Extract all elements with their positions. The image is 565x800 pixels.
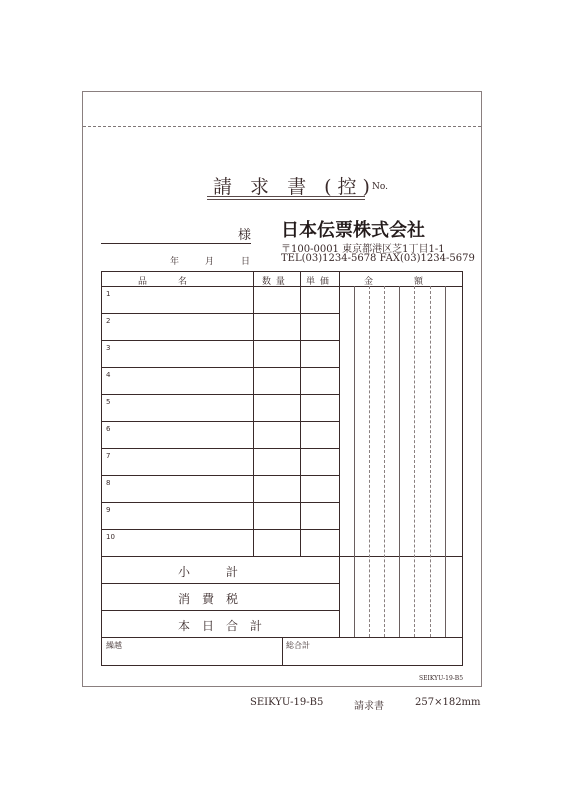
row-rule: [102, 313, 339, 314]
company-address: 〒100-0001 東京都港区芝1丁目1-1: [281, 244, 445, 255]
amount-digit-divider: [445, 286, 446, 637]
form-title: 請 求 書 (控): [213, 176, 376, 198]
row-rule: [102, 475, 339, 476]
row-number: 2: [106, 317, 111, 325]
amount-digit-divider: [399, 286, 400, 637]
date-day-label: 日: [241, 257, 251, 267]
row-rule: [102, 394, 339, 395]
row-number: 3: [106, 344, 111, 352]
recipient-suffix: 様: [238, 228, 252, 243]
invoice-table: [101, 271, 463, 666]
amount-digit-divider: [354, 286, 355, 637]
title-underline: [207, 196, 365, 197]
amount-digit-dash: [384, 286, 385, 637]
footer-divider: [282, 637, 283, 665]
number-label: No.: [372, 182, 388, 192]
invoice-form-sheet: [82, 91, 482, 687]
row-rule: [102, 367, 339, 368]
subtotal-label: 小 計: [178, 565, 239, 579]
date-month-label: 月: [205, 257, 215, 267]
column-divider: [339, 272, 340, 637]
row-rule: [102, 340, 339, 341]
row-number: 10: [106, 533, 115, 541]
row-number: 7: [106, 452, 111, 460]
date-year-label: 年: [170, 257, 180, 267]
perforation-line: [83, 126, 481, 127]
amount-digit-dash: [430, 286, 431, 637]
row-rule: [102, 448, 339, 449]
company-tel-fax: TEL(03)1234-5678 FAX(03)1234-5679: [281, 253, 475, 264]
row-number: 5: [106, 398, 111, 406]
row-rule: [102, 421, 339, 422]
row-number: 1: [106, 290, 111, 298]
row-number: 9: [106, 506, 111, 514]
amount-digit-dash: [414, 286, 415, 637]
header-unit-price: 単 価: [306, 277, 330, 287]
header-quantity: 数 量: [262, 277, 286, 287]
footer-name: 請求書: [354, 701, 384, 712]
carryover-label: 繰越: [106, 641, 122, 650]
amount-digit-dash: [369, 286, 370, 637]
row-number: 6: [106, 425, 111, 433]
recipient-line: [101, 243, 251, 244]
header-rule: [102, 286, 462, 287]
title-underline-double: [207, 199, 365, 200]
company-name: 日本伝票株式会社: [281, 220, 425, 241]
row-rule: [102, 502, 339, 503]
subtotal-rule: [102, 583, 339, 584]
tax-rule: [102, 610, 339, 611]
column-divider: [253, 272, 254, 556]
header-item: 品 名: [138, 277, 189, 287]
rows-end-rule: [102, 556, 462, 557]
footer-code: SEIKYU-19-B5: [250, 697, 324, 708]
header-amount: 金 額: [364, 277, 425, 287]
footer-size: 257×182mm: [415, 697, 481, 708]
row-number: 4: [106, 371, 111, 379]
grand-total-label: 総合計: [286, 641, 310, 650]
row-rule: [102, 529, 339, 530]
form-code: SEIKYU-19-B5: [419, 675, 464, 682]
column-divider: [300, 272, 301, 556]
row-number: 8: [106, 479, 111, 487]
tax-label: 消 費 税: [178, 592, 239, 606]
total-label: 本 日 合 計: [178, 619, 263, 633]
